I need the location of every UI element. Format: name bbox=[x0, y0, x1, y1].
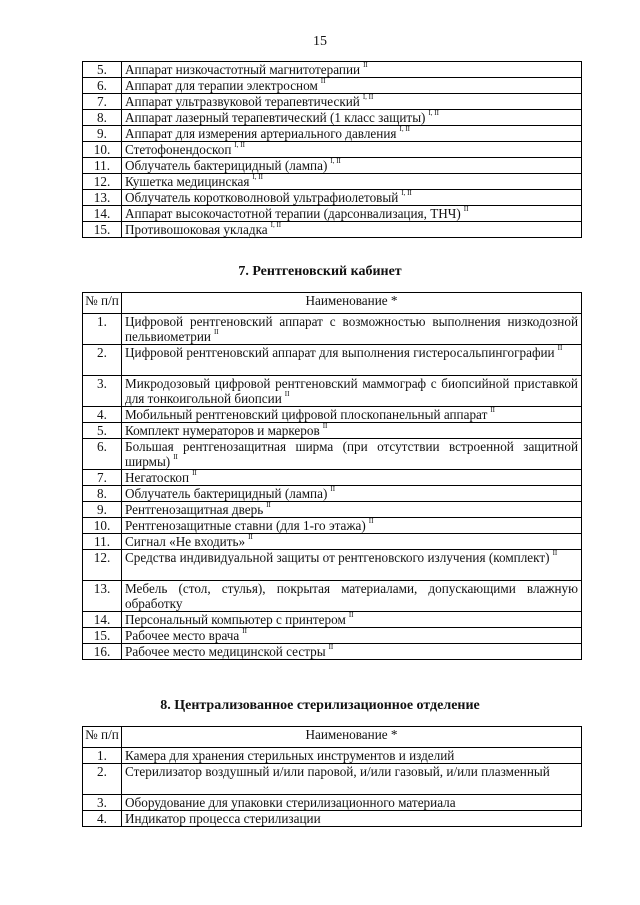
row-name-cell bbox=[122, 62, 582, 78]
row-name: Облучатель бактерицидный (лампа) bbox=[125, 158, 328, 173]
row-name-cell bbox=[122, 534, 582, 550]
row-name-cell bbox=[122, 407, 582, 423]
class-mark: II bbox=[368, 517, 374, 525]
row-number: 5. bbox=[83, 62, 122, 78]
column-header-number: № п/п bbox=[83, 293, 122, 314]
row-number: 10. bbox=[83, 142, 122, 158]
class-mark: II bbox=[463, 205, 469, 213]
row-name: Кушетка медицинская bbox=[125, 174, 250, 189]
class-mark: II bbox=[557, 344, 563, 352]
row-name-cell bbox=[122, 486, 582, 502]
table-row bbox=[83, 550, 582, 581]
row-name-cell bbox=[122, 811, 582, 827]
row-number: 1. bbox=[83, 748, 122, 764]
table-header-row bbox=[83, 727, 582, 748]
table-row bbox=[83, 518, 582, 534]
table-row bbox=[83, 502, 582, 518]
table-row bbox=[83, 486, 582, 502]
row-number: 15. bbox=[83, 222, 122, 238]
class-mark: II bbox=[248, 533, 253, 541]
row-name: Мебель (стол, стулья), покрытая материалами, допускающими влажную обработку bbox=[125, 581, 578, 611]
class-mark: II bbox=[348, 611, 354, 619]
row-number: 14. bbox=[83, 206, 122, 222]
row-name-cell bbox=[122, 314, 582, 345]
class-mark: I, II bbox=[362, 93, 374, 101]
row-name-cell bbox=[122, 345, 582, 376]
row-name-cell bbox=[122, 376, 582, 407]
row-number: 8. bbox=[83, 110, 122, 126]
table-row bbox=[83, 345, 582, 376]
class-mark: II bbox=[320, 77, 326, 85]
section-8-table bbox=[82, 726, 582, 827]
row-name: Цифровой рентгеновский аппарат для выполнения гистеросальпингографии bbox=[125, 345, 555, 360]
row-number: 11. bbox=[83, 534, 122, 550]
row-number: 2. bbox=[83, 345, 122, 376]
table-row bbox=[83, 470, 582, 486]
row-number: 3. bbox=[83, 376, 122, 407]
row-name: Камера для хранения стерильных инструментов и изделий bbox=[125, 748, 455, 763]
row-name-cell bbox=[122, 94, 582, 110]
row-name: Стетофонендоскоп bbox=[125, 142, 232, 157]
table-row bbox=[83, 423, 582, 439]
table-row bbox=[83, 158, 582, 174]
row-number: 13. bbox=[83, 581, 122, 612]
row-number: 1. bbox=[83, 314, 122, 345]
class-mark: II bbox=[284, 390, 290, 398]
table-row bbox=[83, 439, 582, 470]
table-row bbox=[83, 811, 582, 827]
row-name-cell bbox=[122, 174, 582, 190]
row-name-cell bbox=[122, 190, 582, 206]
row-name: Аппарат низкочастотный магнитотерапии bbox=[125, 62, 361, 77]
row-name: Облучатель коротковолновой ультрафиолетовый bbox=[125, 190, 399, 205]
row-name-cell bbox=[122, 795, 582, 811]
row-name: Оборудование для упаковки стерилизационного материала bbox=[125, 795, 456, 810]
row-name-cell bbox=[122, 644, 582, 660]
class-mark: II bbox=[266, 501, 271, 509]
row-name-cell bbox=[122, 518, 582, 534]
class-mark: II bbox=[490, 406, 496, 414]
row-number: 7. bbox=[83, 94, 122, 110]
row-name: Аппарат лазерный терапевтический (1 класс защиты) bbox=[125, 110, 426, 125]
table-row bbox=[83, 78, 582, 94]
column-header-number: № п/п bbox=[83, 727, 122, 748]
row-name-cell bbox=[122, 748, 582, 764]
row-name-cell bbox=[122, 78, 582, 94]
row-number: 8. bbox=[83, 486, 122, 502]
class-mark: I, II bbox=[399, 125, 410, 133]
table-header-row bbox=[83, 293, 582, 314]
row-name: Аппарат высокочастотной терапии (дарсонвализация, ТНЧ) bbox=[125, 206, 461, 221]
table-row bbox=[83, 62, 582, 78]
row-number: 16. bbox=[83, 644, 122, 660]
section-7-title: 7. Рентгеновский кабинет bbox=[238, 264, 402, 279]
class-mark: I, II bbox=[401, 189, 412, 197]
row-name-cell bbox=[122, 222, 582, 238]
row-name-cell bbox=[122, 110, 582, 126]
row-number: 13. bbox=[83, 190, 122, 206]
row-name: Средства индивидуальной защиты от рентгеновского излучения (комплект) bbox=[125, 550, 550, 565]
row-name: Аппарат для измерения артериального давления bbox=[125, 126, 397, 141]
class-mark: II bbox=[363, 61, 368, 69]
row-number: 14. bbox=[83, 612, 122, 628]
row-number: 3. bbox=[83, 795, 122, 811]
table-row bbox=[83, 222, 582, 238]
table-row bbox=[83, 581, 582, 612]
table-row bbox=[83, 612, 582, 628]
row-number: 9. bbox=[83, 502, 122, 518]
table-row bbox=[83, 314, 582, 345]
table-row bbox=[83, 795, 582, 811]
row-number: 7. bbox=[83, 470, 122, 486]
row-name-cell bbox=[122, 581, 582, 612]
row-number: 4. bbox=[83, 407, 122, 423]
class-mark: I, II bbox=[270, 221, 282, 229]
table-row bbox=[83, 110, 582, 126]
table-row bbox=[83, 407, 582, 423]
row-name-cell bbox=[122, 158, 582, 174]
row-name-cell bbox=[122, 206, 582, 222]
row-name: Индикатор процесса стерилизации bbox=[125, 811, 321, 826]
row-number: 12. bbox=[83, 550, 122, 581]
column-header-name: Наименование * bbox=[122, 727, 582, 748]
table-row bbox=[83, 190, 582, 206]
row-name: Противошоковая укладка bbox=[125, 222, 268, 237]
table-row bbox=[83, 376, 582, 407]
class-mark: II bbox=[322, 422, 328, 430]
row-name-cell bbox=[122, 439, 582, 470]
row-name: Негатоскоп bbox=[125, 470, 190, 485]
row-name: Рабочее место врача bbox=[125, 628, 240, 643]
row-number: 6. bbox=[83, 439, 122, 470]
equipment-table-continued bbox=[82, 61, 582, 238]
row-name-cell bbox=[122, 126, 582, 142]
row-name-cell bbox=[122, 502, 582, 518]
table-row bbox=[83, 142, 582, 158]
table-row bbox=[83, 174, 582, 190]
row-name-cell bbox=[122, 423, 582, 439]
row-name: Комплект нумераторов и маркеров bbox=[125, 423, 320, 438]
section-8-title: 8. Централизованное стерилизационное отделение bbox=[160, 698, 480, 713]
row-name-cell bbox=[122, 550, 582, 581]
class-mark: II bbox=[192, 469, 197, 477]
row-name: Большая рентгенозащитная ширма (при отсутствии встроенной защитной ширмы) bbox=[125, 439, 578, 469]
row-number: 2. bbox=[83, 764, 122, 795]
row-name-cell bbox=[122, 470, 582, 486]
row-name: Рентгенозащитная дверь bbox=[125, 502, 264, 517]
page-number: 15 bbox=[313, 34, 327, 49]
row-number: 12. bbox=[83, 174, 122, 190]
row-name-cell bbox=[122, 142, 582, 158]
row-number: 4. bbox=[83, 811, 122, 827]
row-name: Аппарат для терапии электросном bbox=[125, 78, 318, 93]
class-mark: II bbox=[328, 643, 334, 651]
row-name: Микродозовый цифровой рентгеновский маммограф с биопсийной приставкой для тонкоигольной биопсии bbox=[125, 376, 578, 406]
row-name: Рентгенозащитные ставни (для 1-го этажа) bbox=[125, 518, 366, 533]
table-row bbox=[83, 764, 582, 795]
column-header-name: Наименование * bbox=[122, 293, 582, 314]
row-name-cell bbox=[122, 612, 582, 628]
row-name: Стерилизатор воздушный и/или паровой, и/или газовый, и/или плазменный bbox=[125, 764, 550, 779]
class-mark: II bbox=[552, 549, 558, 557]
row-name: Рабочее место медицинской сестры bbox=[125, 644, 326, 659]
row-number: 6. bbox=[83, 78, 122, 94]
row-number: 9. bbox=[83, 126, 122, 142]
row-number: 11. bbox=[83, 158, 122, 174]
row-name: Облучатель бактерицидный (лампа) bbox=[125, 486, 328, 501]
row-name: Цифровой рентгеновский аппарат с возможностью выполнения низкодозной пельвиометрии bbox=[125, 314, 578, 344]
table-row bbox=[83, 206, 582, 222]
row-number: 15. bbox=[83, 628, 122, 644]
table-row bbox=[83, 94, 582, 110]
section-7-table bbox=[82, 292, 582, 660]
row-name: Аппарат ультразвуковой терапевтический bbox=[125, 94, 360, 109]
class-mark: II bbox=[330, 485, 336, 493]
table-row bbox=[83, 748, 582, 764]
row-name: Сигнал «Не входить» bbox=[125, 534, 246, 549]
class-mark: I, II bbox=[330, 157, 341, 165]
class-mark: I, II bbox=[428, 109, 439, 117]
row-name-cell bbox=[122, 628, 582, 644]
row-name: Мобильный рентгеновский цифровой плоскопанельный аппарат bbox=[125, 407, 488, 422]
class-mark: II bbox=[213, 328, 219, 336]
row-number: 10. bbox=[83, 518, 122, 534]
row-number: 5. bbox=[83, 423, 122, 439]
row-name-cell bbox=[122, 764, 582, 795]
class-mark: I, II bbox=[252, 173, 263, 181]
table-row bbox=[83, 644, 582, 660]
class-mark: II bbox=[173, 453, 178, 461]
class-mark: II bbox=[242, 627, 247, 635]
class-mark: I, II bbox=[234, 141, 245, 149]
row-name: Персональный компьютер с принтером bbox=[125, 612, 346, 627]
table-row bbox=[83, 534, 582, 550]
table-row bbox=[83, 126, 582, 142]
table-row bbox=[83, 628, 582, 644]
